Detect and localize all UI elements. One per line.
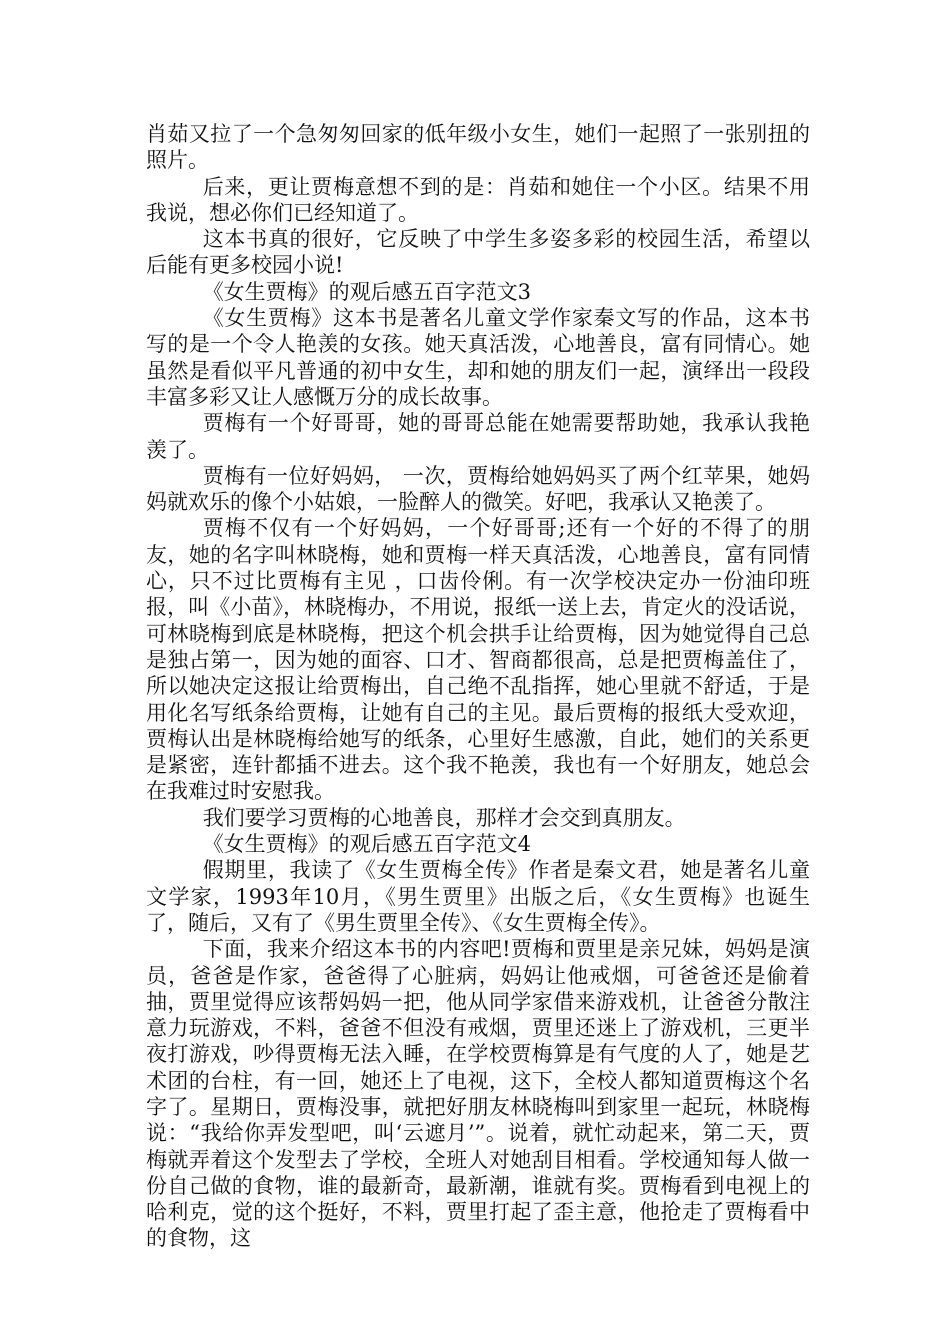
section-heading: 《女生贾梅》的观后感五百字范文4 <box>202 832 532 857</box>
paragraph: 贾梅有一位好妈妈， 一次，贾梅给她妈妈买了两个红苹果，她妈妈就欢乐的像个小姑娘，一脸醉人的微笑。好吧，我承认又艳羡了。 <box>146 463 810 515</box>
paragraph: 假期里，我读了《女生贾梅全传》作者是秦文君，她是著名儿童文学家，1993年10月，《男生贾里》出版之后，《女生贾梅》也诞生了，随后，又有了《男生贾里全传》、《女生贾梅全传》。 <box>146 858 810 935</box>
paragraph: 我们要学习贾梅的心地善良，那样才会交到真朋友。 <box>202 805 686 830</box>
paragraph: 这本书真的很好，它反映了中学生多姿多彩的校园生活，希望以后能有更多校园小说! <box>146 227 810 278</box>
document-body <box>146 121 810 1252</box>
paragraph: 《女生贾梅》这本书是著名儿童文学作家秦文写的作品，这本书写的是一个令人艳羡的女孩。她天真活泼，心地善良，富有同情心。她虽然是看似平凡普通的初中女生，却和她的朋友们一起，演绎出一段段丰富多彩又让人感慨万分的成长故事。 <box>146 306 810 409</box>
paragraph: 贾梅有一个好哥哥，她的哥哥总能在她需要帮助她，我承认我艳羡了。 <box>146 411 810 462</box>
section-heading: 《女生贾梅》的观后感五百字范文3 <box>202 279 532 304</box>
paragraph: 肖茹又拉了一个急匆匆回家的低年级小女生，她们一起照了一张别扭的照片。 <box>146 122 810 173</box>
paragraph: 下面，我来介绍这本书的内容吧!贾梅和贾里是亲兄妹，妈妈是演员，爸爸是作家，爸爸得了心脏病，妈妈让他戒烟，可爸爸还是偷着抽，贾里觉得应该帮妈妈一把，他从同学家借来游戏机，让爸爸分散注意力玩游戏，不料，爸爸不但没有戒烟，贾里还迷上了游戏机，三更半夜打游戏，吵得贾梅无法入睡，在学校贾梅算是有气度的人了，她是艺术团的台柱，有一回，她还上了电视，这下，全校人都知道贾梅这个名字了。星期日，贾梅没事，就把好朋友林晓梅叫到家里一起玩，林晓梅说：“我给你弄发型吧，叫‘云遮月’”。说着，就忙动起来，第二天，贾梅就弄着这个发型去了学校，全班人对她刮目相看。学校通知每人做一份自己做的食物，谁的最新奇，最新潮，谁就有奖。贾梅看到电视上的哈利克，觉的这个挺好，不料，贾里打起了歪主意，他抢走了贾梅看中的食物，这 <box>146 937 810 1251</box>
paragraph: 后来，更让贾梅意想不到的是：肖茹和她住一个小区。结果不用我说，想必你们已经知道了。 <box>146 174 810 225</box>
paragraph: 贾梅不仅有一个好妈妈，一个好哥哥;还有一个好的不得了的朋友，她的名字叫林晓梅，她和贾梅一样天真活泼，心地善良，富有同情心，只不过比贾梅有主见 ，口齿伶俐。有一次学校决定办一份油印班报，叫《小苗》，林晓梅办，不用说，报纸一送上去，肯定火的没话说，可林晓梅到底是林晓梅，把这个机会拱手让给贾梅，因为她觉得自己总是独占第一，因为她的面容、口才、智商都很高，总是把贾梅盖住了，所以她决定这报让给贾梅出，自己绝不乱指挥，她心里就不舒适，于是用化名写纸条给贾梅，让她有自己的主见。最后贾梅的报纸大受欢迎，贾梅认出是林晓梅给她写的纸条，心里好生感激，自此，她们的关系更是紧密，连针都插不进去。这个我不艳羡，我也有一个好朋友，她总会在我难过时安慰我。 <box>146 516 810 804</box>
